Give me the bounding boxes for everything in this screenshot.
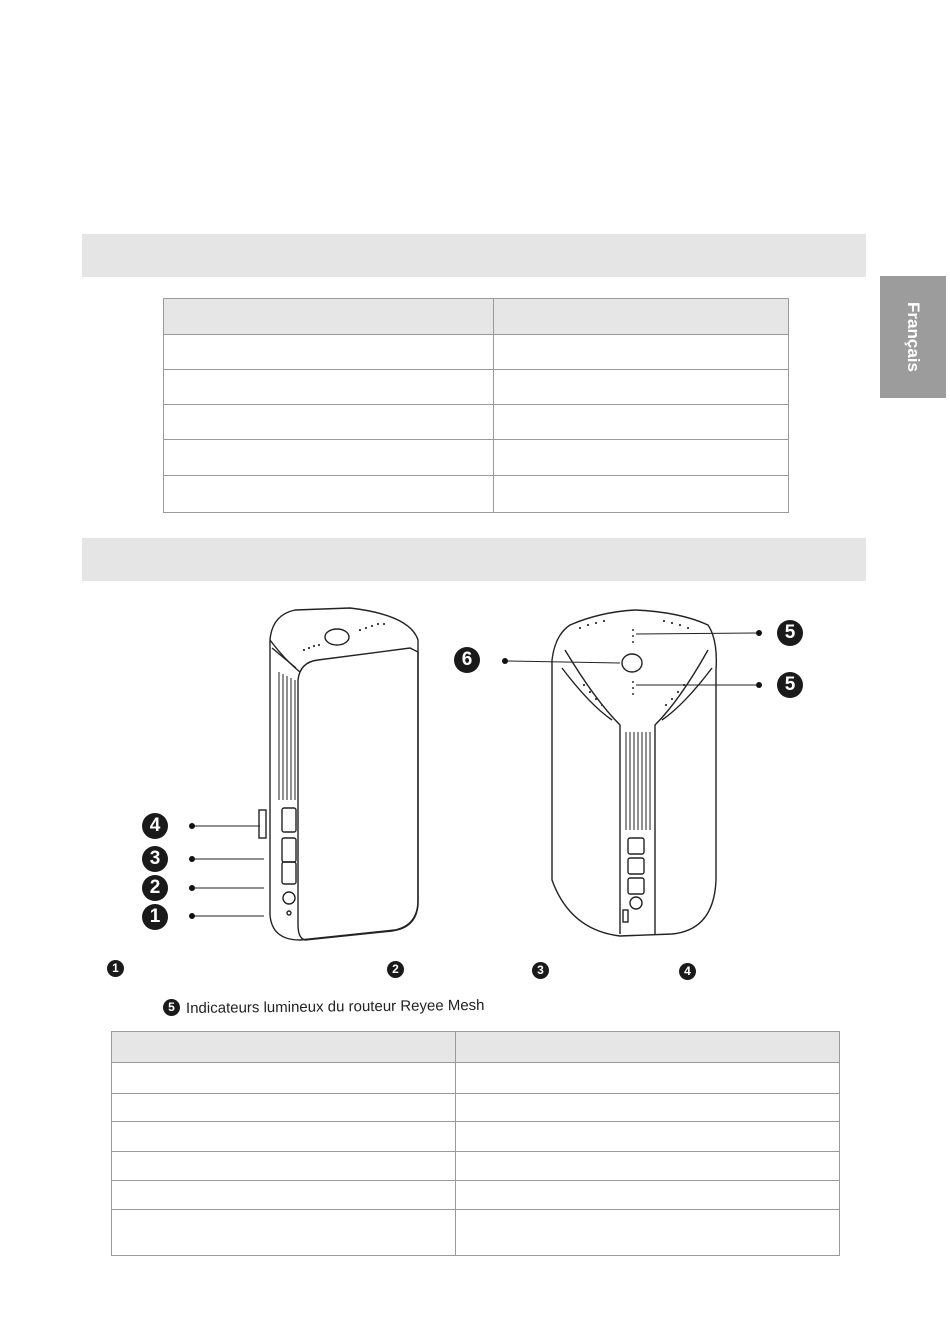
router-illustration	[0, 590, 950, 950]
table-cell	[164, 405, 494, 440]
table-row	[112, 1152, 840, 1181]
table-cell	[112, 1032, 456, 1063]
router-side-view	[259, 608, 418, 940]
table-row	[164, 440, 789, 476]
table-cell	[164, 335, 494, 370]
table-cell	[112, 1210, 456, 1256]
language-tab-label: Français	[904, 302, 923, 372]
table-cell	[494, 440, 789, 476]
legend-item-3-number: 3	[532, 962, 549, 979]
table-cell	[456, 1094, 840, 1122]
table-row	[112, 1122, 840, 1152]
table-row	[164, 476, 789, 513]
table-header-row	[112, 1032, 840, 1063]
callout-3-badge: 3	[142, 846, 168, 872]
table-cell	[456, 1181, 840, 1210]
package-contents-table	[163, 298, 789, 513]
callout-4-badge: 4	[142, 813, 168, 839]
table-cell	[112, 1063, 456, 1094]
table-cell	[112, 1181, 456, 1210]
callout-6-badge: 6	[454, 647, 480, 673]
table-row	[164, 370, 789, 405]
table-cell	[456, 1210, 840, 1256]
table-cell	[164, 440, 494, 476]
table-cell	[112, 1152, 456, 1181]
legend-item-1-number: 1	[107, 960, 124, 977]
legend-item-5-number: 5	[163, 999, 180, 1016]
table-row	[164, 405, 789, 440]
table-cell	[494, 370, 789, 405]
callout-5-bottom-badge: 5	[777, 672, 803, 698]
section-header-band-2	[82, 538, 866, 581]
callout-5-top-badge: 5	[777, 620, 803, 646]
legend-item-2-number: 2	[387, 961, 404, 978]
table-cell	[456, 1032, 840, 1063]
table-cell	[112, 1122, 456, 1152]
table-row	[112, 1063, 840, 1094]
table-cell	[494, 405, 789, 440]
table-row	[112, 1094, 840, 1122]
table-cell	[494, 299, 789, 335]
callout-1-badge: 1	[142, 904, 168, 930]
callout-lines	[192, 633, 756, 916]
table-header-row	[164, 299, 789, 335]
indicator-table	[111, 1031, 840, 1256]
callout-2-badge: 2	[142, 875, 168, 901]
table-row	[164, 335, 789, 370]
language-tab[interactable]	[880, 276, 946, 398]
table-cell	[494, 476, 789, 513]
table-cell	[494, 335, 789, 370]
indicator-caption: Indicateurs lumineux du routeur Reyee Mesh	[185, 996, 485, 1017]
section-header-band-1	[82, 234, 866, 277]
table-cell	[456, 1122, 840, 1152]
table-cell	[164, 370, 494, 405]
table-cell	[112, 1094, 456, 1122]
table-cell	[456, 1152, 840, 1181]
table-row	[112, 1181, 840, 1210]
table-row	[112, 1210, 840, 1256]
table-cell	[164, 476, 494, 513]
table-cell	[164, 299, 494, 335]
legend-item-4-number: 4	[679, 963, 696, 980]
table-cell	[456, 1063, 840, 1094]
router-back-view	[552, 610, 716, 936]
